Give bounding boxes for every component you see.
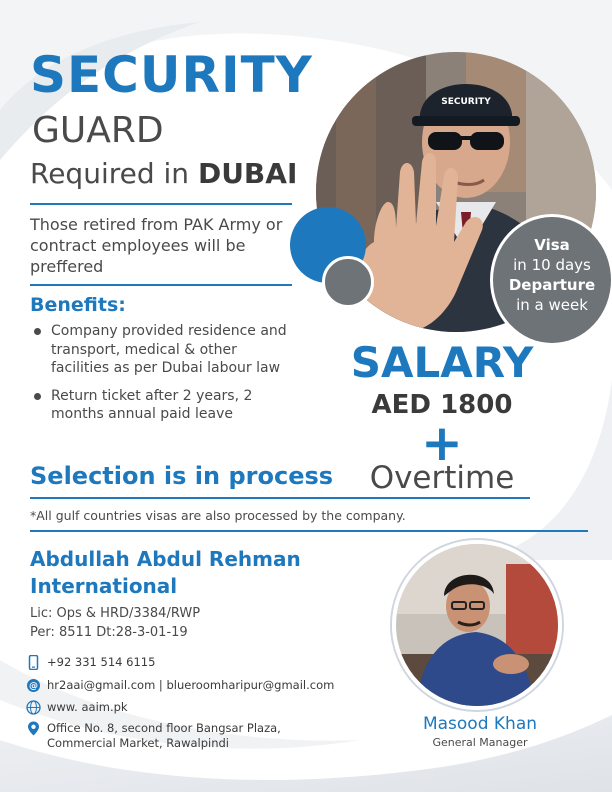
salary-amount: AED 1800 [371, 390, 513, 420]
cap-text: SECURITY [441, 97, 491, 107]
decorative-grey-circle [322, 256, 374, 308]
company-permit: Per: 8511 Dt:28-3-01-19 [30, 625, 188, 640]
headline-required-in [30, 157, 297, 190]
contact-email[interactable] [26, 678, 334, 693]
manager-title: General Manager [432, 736, 528, 749]
globe-icon [26, 700, 41, 715]
headline-guard: GUARD [32, 110, 164, 151]
visa-badge-title: Visa [534, 236, 570, 254]
contact-website[interactable] [26, 700, 128, 715]
visa-badge [490, 214, 612, 346]
location-pin-icon [26, 721, 41, 736]
footnote: *All gulf countries visas are also processed by the company. [30, 508, 406, 523]
manager-photo [392, 540, 562, 710]
plus-icon: + [421, 414, 463, 472]
divider-selection [30, 497, 530, 499]
email-addresses: hr2aai@gmail.com | blueroomharipur@gmail.com [47, 678, 335, 692]
visa-badge-departure: Departure [508, 276, 596, 294]
headline-required-prefix: Required in [30, 157, 198, 190]
company-license-block [30, 604, 200, 642]
divider-middle [30, 284, 292, 286]
requirement-text: Those retired from PAK Army or contract employees will be preffered [30, 215, 283, 276]
phone-icon [26, 655, 41, 670]
salary-overtime: Overtime [369, 460, 515, 496]
company-license: Lic: Ops & HRD/3384/RWP [30, 606, 201, 621]
divider-top [30, 203, 292, 205]
divider-footnote [30, 530, 588, 532]
headline-location: DUBAI [197, 157, 298, 190]
office-address: Office No. 8, second floor Bangsar Plaza, Commercial Market, Rawalpindi [47, 721, 281, 750]
benefits-list [30, 322, 290, 433]
visa-badge-duration: in 10 days [513, 256, 591, 274]
headline-security: SECURITY [30, 46, 313, 104]
list-item: Company provided residence and transport, medical & other facilities as per Dubai labour law [30, 322, 290, 378]
manager-name: Masood Khan [422, 714, 538, 734]
list-item: Return ticket after 2 years, 2 months annual paid leave [30, 387, 290, 424]
website-url: www. aaim.pk [47, 700, 128, 714]
contact-phone[interactable] [26, 655, 155, 670]
selection-status: Selection is in process [30, 462, 334, 490]
salary-heading: SALARY [350, 338, 534, 387]
svg-text:@: @ [29, 681, 38, 692]
email-icon [26, 678, 41, 693]
company-name: Abdullah Abdul Rehman International [30, 547, 301, 598]
benefits-heading: Benefits: [30, 294, 126, 316]
visa-badge-departure-time: in a week [516, 296, 588, 314]
contact-address [26, 721, 316, 751]
phone-number: +92 331 514 6115 [47, 655, 156, 669]
